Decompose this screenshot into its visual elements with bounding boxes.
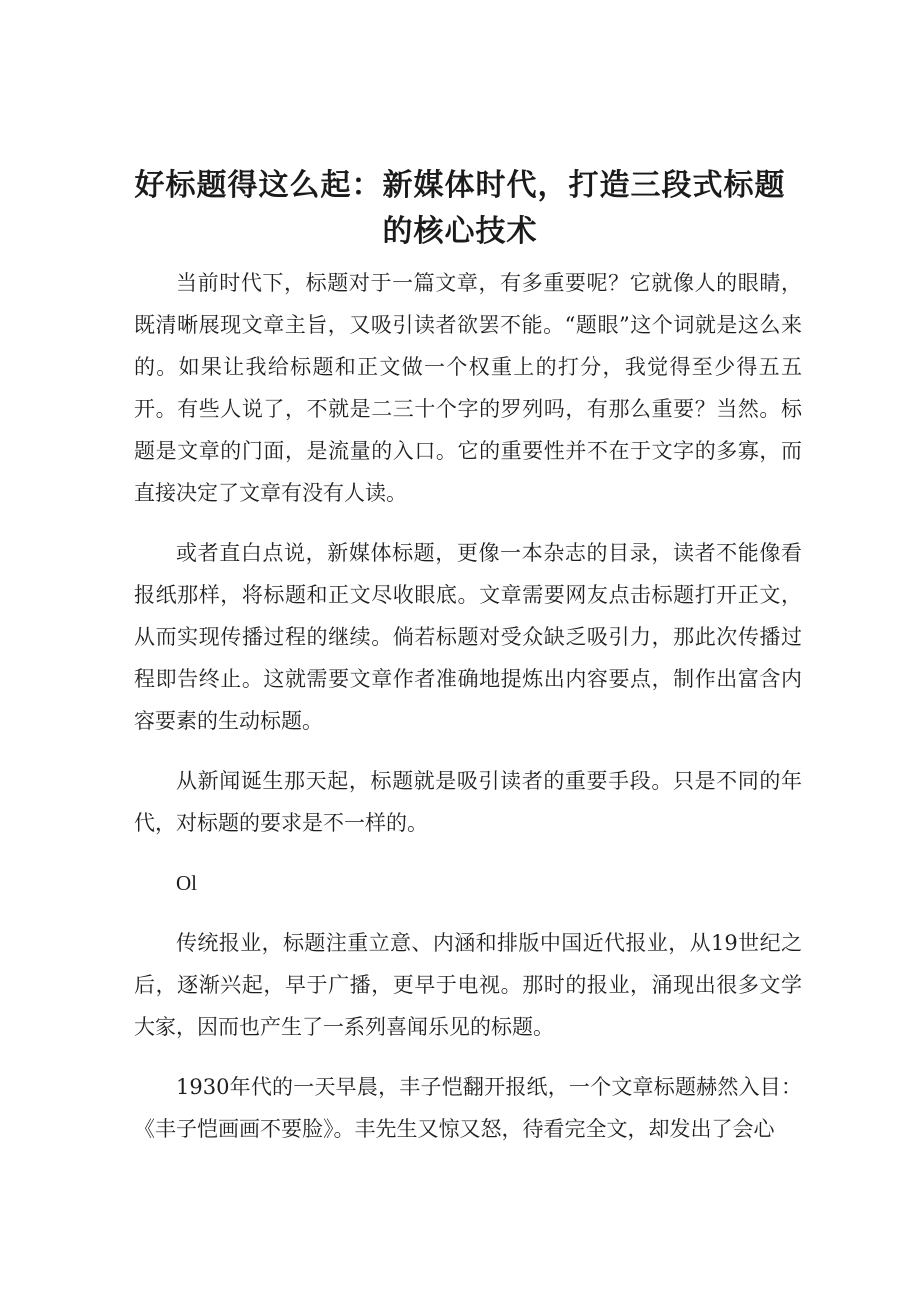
paragraph: 1930年代的一天早晨，丰子恺翻开报纸，一个文章标题赫然入目：《丰子恺画画不要脸》。丰先生又惊又怒，待看完全文，却发出了会心 [134,1075,802,1141]
document-body [134,262,802,1168]
document-title: 好标题得这么起：新媒体时代，打造三段式标题的核心技术 [134,168,786,249]
paragraph: 或者直白点说，新媒体标题，更像一本杂志的目录，读者不能像看报纸那样，将标题和正文尽收眼底。文章需要网友点击标题打开正文，从而实现传播过程的继续。倘若标题对受众缺乏吸引力，那此次传播过程即告终止。这就需要文章作者准确地提炼出内容要点，制作出富含内容要素的生动标题。 [134,541,802,733]
paragraph: 传统报业，标题注重立意、内涵和排版中国近代报业，从19世纪之后，逐渐兴起，早于广播，更早于电视。那时的报业，涌现出很多文学大家，因而也产生了一系列喜闻乐见的标题。 [134,931,802,1039]
section-number: Ol [176,871,197,895]
paragraph: 当前时代下，标题对于一篇文章，有多重要呢？它就像人的眼睛，既清晰展现文章主旨，又吸引读者欲罢不能。“题眼”这个词就是这么来的。如果让我给标题和正文做一个权重上的打分，我觉得至少得五五开。有些人说了，不就是二三十个字的罗列吗，有那么重要？当然。标题是文章的门面，是流量的入口。它的重要性并不在于文字的多寡，而直接决定了文章有没有人读。 [134,271,802,505]
paragraph: 从新闻诞生那天起，标题就是吸引读者的重要手段。只是不同的年代，对标题的要求是不一样的。 [134,769,802,835]
